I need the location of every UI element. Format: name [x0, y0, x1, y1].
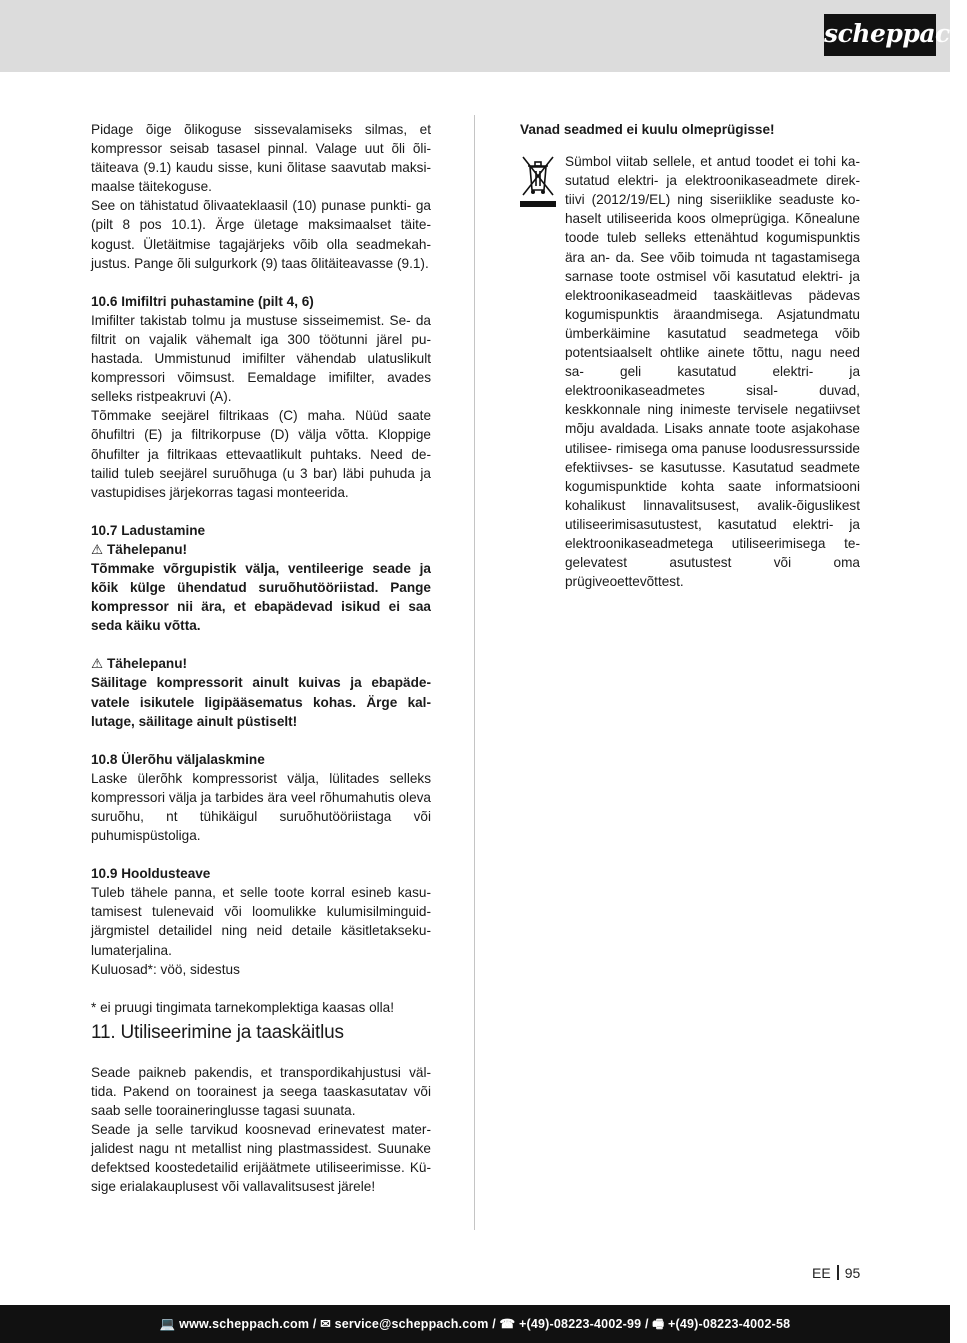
section-10-6-paragraph-2: Tõmmake seejärel filtrikaas (C) maha. Nüüd saate õhufiltri (E) ja filtrikorpuse (D) välja võtta. Kloppige õhufilter ja filtrikaas ettevaatlikult puhtaks. Need de- tailid tuleb seejärel suruõhuga (u 3 bar) läbi puhuda ja vastupidises järjekorras tagasi monteerida. [91, 408, 431, 500]
footnote: * ei pruugi tingimata tarnekomplektiga kaasas olla! [91, 999, 395, 1015]
oil-fill-paragraph: Pidage õige õlikoguse sissevalamiseks silmas, et kompressor seisab tasasel pinnal. Valage uut õli õli- täiteava (9.1) kaudu sisse, kuni õlitase saavutab maksi- maalse täitekoguse. [91, 122, 431, 195]
warning-1-heading [91, 540, 431, 559]
section-11-paragraph-2: Seade ja selle tarvikud koosnevad erinevatest mater- jalidest nagu nt metallist ning plastmassidest. Suunake defektsed koostedetailid erijäätmete utiliseerimisse. Kü- sige erialakauplusest või vallavalitsusest järele! [91, 1122, 431, 1195]
section-10-6-paragraph-1: Imifilter takistab tolmu ja mustuse sisseimemist. Se- da filtrit on vajalik vähemalt iga 300 töötunni järel pu- hastada. Ummistunud imifilter vähendab ulatuslikult kompressori võimsust. Eemaldage imifilter, avades selleks ristpeakruvi (A). [91, 312, 431, 405]
warning-1-label: Tähelepanu! [107, 541, 188, 557]
column-divider [474, 115, 475, 1230]
section-10-9-title: 10.9 Hooldusteave [91, 866, 211, 882]
footer-contact-text: 💻 www.scheppach.com / ✉ service@scheppach.com / ☎ +(49)-08223-4002-99 / 🖷 +(49)-08223-4002-58 [159, 1317, 791, 1331]
language-code: EE [812, 1265, 831, 1281]
header-band [0, 0, 967, 72]
right-column [520, 120, 860, 591]
section-10-9-paragraph: Tuleb tähele panna, et selle toote korral esineb kasu- tamisest tulenevaid või loomulikke kulumisilminguid- järgmistel detailidel ning neid detaile käsitletakseku- lumaterjalina. [91, 885, 431, 958]
page-number-separator [837, 1265, 839, 1280]
page-number-value: 95 [844, 1265, 861, 1281]
warning-2-label: Tähelepanu! [107, 656, 188, 672]
footer-contact-bar [0, 1305, 950, 1343]
weee-title: Vanad seadmed ei kuulu olmeprügisse! [520, 122, 775, 137]
section-10-8-paragraph: Laske ülerõhk kompressorist välja, lülitades selleks kompressori välja ja tarbides ära veel rõhumahutis oleva suruõhu, nt tühikäigul suruõhutööriistaga või puhumispüstoliga. [91, 770, 431, 844]
weee-notice [520, 152, 860, 591]
crossed-out-wheeled-bin-icon [520, 154, 556, 208]
oil-level-paragraph: See on tähistatud õlivaateklaasil (10) punase punkti- ga (pilt 8 pos 10.1). Ärge ületage maksimaalset täite- kogust. Ületäitmise tagajärjeks võib olla seadmekah- justus. Pange õli sulgurkork (9) taas õlitäiteavasse (9.1). [91, 198, 431, 271]
section-10-7-title: 10.7 Ladustamine [91, 522, 206, 538]
warning-triangle-icon: ⚠ [91, 541, 104, 557]
left-column [91, 120, 431, 1197]
section-11-paragraph-1: Seade paikneb pakendis, et transpordikahjustusi väl- tida. Pakend on toorainest ja seega taaskasutatav või saab selle tooraineringlusse tagasi suunata. [91, 1064, 431, 1119]
warning-triangle-icon: ⚠ [91, 656, 104, 672]
section-10-6-title: 10.6 Imifiltri puhastamine (pilt 4, 6) [91, 293, 314, 309]
section-11-title: 11. Utiliseerimine ja taaskäitlus [91, 1021, 344, 1043]
wear-parts-line: Kuluosad*: vöö, sidestus [91, 961, 240, 977]
warning-2-heading [91, 654, 431, 673]
warning-2-text: Säilitage kompressorit ainult kuivas ja ebapäde- vatele isikutele ligipääsematus kohas. Ärge kal- lutage, säilitage ainult püstiselt! [91, 675, 431, 729]
scheppach-logo: scheppach [824, 14, 936, 56]
warning-1-text: Tõmmake võrgupistik välja, ventileerige seade ja kõik külge ühendatud suruõhutööriistad. Pange kompressor nii ära, et ebapädevad isikud ei saa seda käiku võtta. [91, 560, 431, 634]
weee-text: Sümbol viitab sellele, et antud toodet ei tohi ka- sutatud elektri- ja elektroonikaseadmete direk- tiivi (2012/19/EL) ning siseriiklike seaduste ko- haselt utiliseerida koos olmeprügiga. Kõnealune toode tuleb selleks ettenähtud kogumispunktis ära an- da. See võib toimuda nt tagastamisega sarnase toote ostmisel või kasutatud elektri- ja elektroonikaseadmeid taaskäitlevas pädevas kogumispunktis äraandmisega. Asjatundmatu ümberkäimine kasutatud seadmetega võib potentsiaalselt ohtlike ainete tõttu, nagu need sa- geli kasutatud elektri- ja elektroonikaseadmetes sisal- duvad, keskkonnale ning inimeste tervisele negatiivset mõju avaldada. Lisaks annate toote asjakohase utilisee- rimisega oma panuse loodusressursside efektiivses- se kasutusse. Kasutatud seadmete kogumispunktide kohta saate informatsiooni kohalikust linnavalitsusest, avalik-õiguslikest utiliseerimisasutustest, kasutatud elektri- ja elektroonikaseadmetega utiliseerimisega te- gelevatest asutustest või oma prügiveoettevõttest. [565, 154, 860, 590]
page-number [812, 1265, 860, 1281]
section-10-8-title: 10.8 Ülerõhu väljalaskmine [91, 751, 265, 767]
